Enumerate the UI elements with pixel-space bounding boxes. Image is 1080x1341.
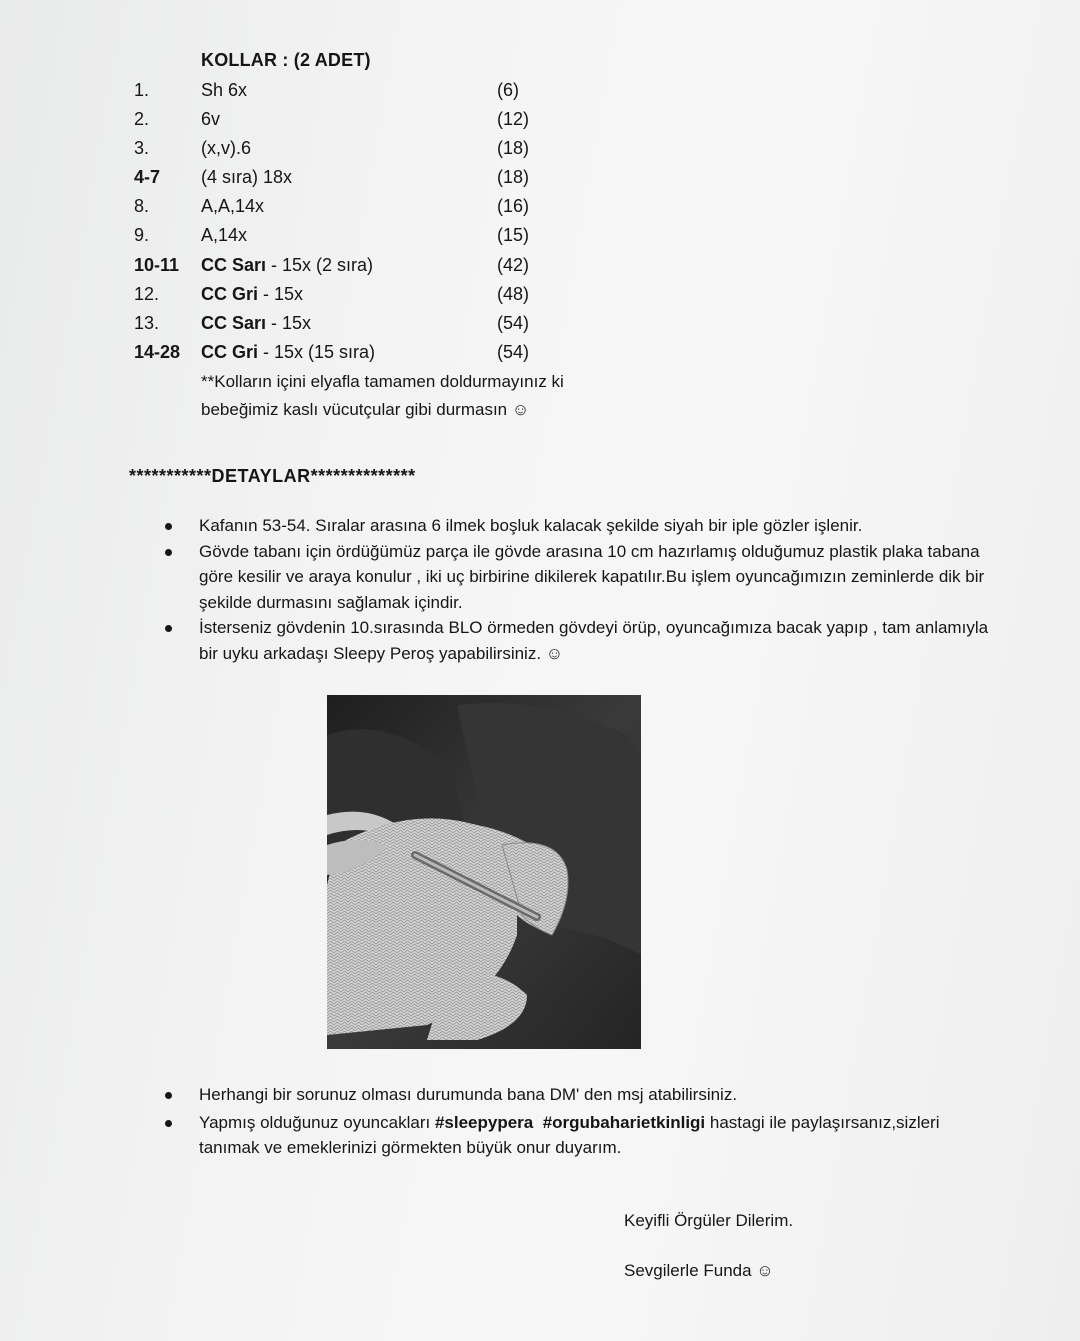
row-number: 14-28	[134, 342, 181, 362]
bullet-icon	[165, 1092, 172, 1099]
color-change-label: CC Gri	[201, 284, 259, 304]
signoff-greeting: Keyifli Örgüler Dilerim.	[624, 1211, 794, 1230]
bullet-icon	[165, 549, 172, 556]
signoff-signature: Sevgilerle Funda ☺	[624, 1261, 774, 1280]
row-number: 3.	[134, 138, 150, 158]
row-stitch-count: (18)	[497, 138, 530, 158]
row-instruction	[201, 284, 303, 305]
detaylar-list	[162, 513, 992, 666]
row-instruction	[201, 342, 375, 363]
bullet-icon	[165, 625, 172, 632]
bullet-icon	[165, 523, 172, 530]
row-stitch-count: (15)	[497, 225, 530, 245]
hashtag-sleepypera: #sleepypera	[434, 1112, 534, 1132]
detaylar-heading: ***********DETAYLAR**************	[129, 466, 416, 486]
color-change-label: CC Gri	[201, 342, 259, 362]
kollar-note: **Kolların içini elyafla tamamen doldurmayınız ki	[201, 372, 564, 391]
row-instruction-rest: - 15x	[266, 313, 312, 333]
row-stitch-count: (42)	[497, 255, 530, 275]
list-item	[162, 513, 992, 539]
crochet-photo-image	[327, 695, 641, 1049]
row-instruction: (4 sıra) 18x	[201, 167, 293, 187]
row-stitch-count: (6)	[497, 80, 519, 100]
list-item	[162, 539, 992, 616]
color-change-label: CC Sarı	[201, 313, 267, 333]
kollar-title: KOLLAR : (2 ADET)	[201, 50, 371, 70]
row-stitch-count: (16)	[497, 196, 530, 216]
list-item	[162, 1110, 992, 1161]
row-instruction: 6v	[201, 109, 221, 129]
list-item-text: Gövde tabanı için ördüğümüz parça ile gövde arasına 10 cm hazırlamış olduğumuz plastik plaka tabana göre kesilir ve araya konulur , iki uç birbirine dikilerek kapatılır.Bu işlem oyuncağımızın zeminlerde dik bir şekilde durmasını sağlamak içindir.	[199, 541, 985, 612]
list-item-text: İsterseniz gövdenin 10.sırasında BLO örmeden gövdeyi örüp, oyuncağımıza bacak yapıp , tam anlamıyla bir uyku arkadaşı Sleepy Peroş yapabilirsiniz. ☺	[199, 618, 989, 663]
row-number: 12.	[134, 284, 160, 304]
row-stitch-count: (12)	[497, 109, 530, 129]
row-instruction: A,A,14x	[201, 196, 265, 216]
row-number: 1.	[134, 80, 150, 100]
row-instruction: A,14x	[201, 225, 248, 245]
row-instruction-rest: - 15x (2 sıra)	[266, 255, 374, 275]
row-stitch-count: (48)	[497, 284, 530, 304]
row-number: 10-11	[134, 255, 180, 275]
footer-list	[162, 1082, 992, 1161]
list-item-text-post: hastagi ile paylaşırsanız,sizleri tanımak ve emeklerinizi görmekten büyük onur duyarım.	[199, 1112, 940, 1157]
bullet-icon	[165, 1120, 172, 1127]
row-instruction: Sh 6x	[201, 80, 248, 100]
row-instruction	[201, 313, 311, 334]
row-stitch-count: (54)	[497, 313, 530, 333]
kollar-note-continued: bebeğimiz kaslı vücutçular gibi durmasın ☺	[201, 400, 530, 419]
row-number: 8.	[134, 196, 150, 216]
row-number: 4-7	[134, 167, 161, 187]
row-number: 2.	[134, 109, 150, 129]
crochet-photo	[327, 695, 641, 1049]
list-item-text: Kafanın 53-54. Sıralar arasına 6 ilmek boşluk kalacak şekilde siyah bir iple gözler işlenir.	[199, 516, 863, 535]
list-item-text: Herhangi bir sorunuz olması durumunda bana DM' den msj atabilirsiniz.	[199, 1085, 738, 1104]
color-change-label: CC Sarı	[201, 255, 267, 275]
row-stitch-count: (54)	[497, 342, 530, 362]
row-number: 13.	[134, 313, 160, 333]
row-instruction-rest: - 15x (15 sıra)	[258, 342, 376, 362]
list-item	[162, 1082, 992, 1108]
row-instruction	[201, 255, 373, 276]
hashtag-orgubaharietkinligi: #orgubaharietkinligi	[542, 1112, 706, 1132]
row-instruction-rest: - 15x	[258, 284, 304, 304]
list-item-text-pre: Yapmış olduğunuz oyuncakları	[199, 1112, 435, 1132]
list-item	[162, 615, 992, 666]
row-number: 9.	[134, 225, 150, 245]
row-stitch-count: (18)	[497, 167, 530, 187]
row-instruction: (x,v).6	[201, 138, 252, 158]
